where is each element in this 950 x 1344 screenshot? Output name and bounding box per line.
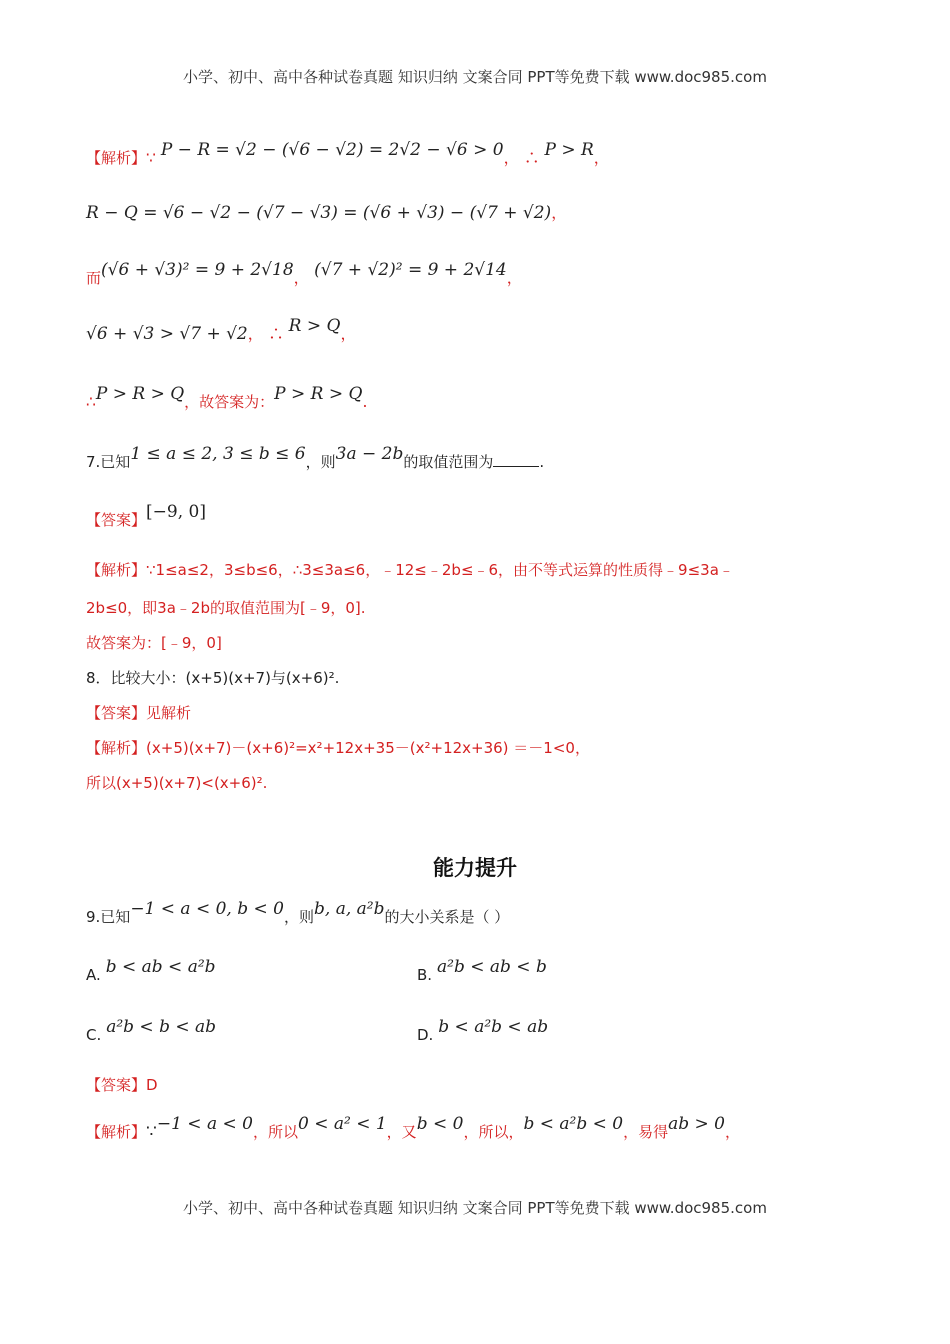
- math-expression: −1 < a < 0: [156, 1114, 253, 1134]
- option-d[interactable]: D. b < a²b < ab: [417, 1017, 549, 1044]
- sol6-line2: R − Q = √6 − √2 − (√7 − √3) = (√6 + √3) − (√7 + √2)，: [86, 203, 567, 223]
- option-a[interactable]: A. b < ab < a²b: [86, 957, 216, 984]
- math-expression: a²b < b < ab: [106, 1017, 217, 1037]
- math-expression: P > R > Q: [274, 384, 363, 404]
- q7-analysis-line1: 【解析】∵1≤a≤2，3≤b≤6，∴3≤3a≤6，﹣12≤﹣2b≤﹣6，由不等式运算的性质得﹣9≤3a﹣: [86, 561, 734, 579]
- math-expression: 3a − 2b: [335, 444, 404, 464]
- q8-analysis-line2: 所以(x+5)(x+7)<(x+6)².: [86, 774, 268, 792]
- analysis-label: 【解析】: [86, 739, 147, 757]
- math-expression: [−9, 0]: [146, 502, 206, 522]
- page-footer: 小学、初中、高中各种试卷真题 知识归纳 文案合同 PPT等免费下载 www.doc985.com: [183, 1199, 767, 1217]
- answer-label: 【答案】: [86, 704, 147, 722]
- sol6-line5: ∴P > R > Q，故答案为：P > R > Q.: [86, 384, 368, 411]
- analysis-label: 【解析】: [86, 149, 147, 167]
- q9-analysis: 【解析】∵−1 < a < 0，所以0 < a² < 1，又b < 0，所以，b < a²b < 0，易得ab > 0，: [86, 1114, 741, 1142]
- math-expression: b < ab < a²b: [105, 957, 216, 977]
- math-expression: −1 < a < 0, b < 0: [130, 899, 284, 919]
- math-expression: P > R: [544, 140, 594, 160]
- q9-stem: 9.已知−1 < a < 0, b < 0，则b, a, a²b的大小关系是（ ）: [86, 899, 510, 926]
- answer-blank: [493, 452, 539, 467]
- page-header: 小学、初中、高中各种试卷真题 知识归纳 文案合同 PPT等免费下载 www.doc985.com: [183, 68, 767, 86]
- option-b[interactable]: B. a²b < ab < b: [417, 957, 547, 984]
- analysis-label: 【解析】: [86, 561, 147, 579]
- math-expression: b < a²b < 0: [523, 1114, 624, 1134]
- q8-answer: 【答案】见解析: [86, 704, 192, 722]
- math-expression: (√7 + √2)² = 9 + 2√14: [314, 260, 507, 280]
- analysis-label: 【解析】: [86, 1123, 147, 1141]
- q9-answer: 【答案】D: [86, 1076, 158, 1094]
- q7-answer: [86, 502, 890, 532]
- option-c[interactable]: C. a²b < b < ab: [86, 1017, 217, 1044]
- math-expression: (√6 + √3)² = 9 + 2√18: [101, 260, 294, 280]
- q8-stem: 8．比较大小：(x+5)(x+7)与(x+6)².: [86, 669, 340, 687]
- sol6-line4: √6 + √3 > √7 + √2， ∴ R > Q，: [86, 316, 356, 344]
- q7-final-answer: 故答案为：[﹣9，0]: [86, 634, 222, 652]
- q8-analysis-line1: 【解析】(x+5)(x+7)－(x+6)²=x²+12x+35－(x²+12x+36) ＝－1<0，: [86, 739, 590, 757]
- math-expression: 0 < a² < 1: [297, 1114, 387, 1134]
- answer-label: 【答案】: [86, 511, 147, 529]
- math-expression: b < 0: [416, 1114, 464, 1134]
- section-title: 能力提升: [433, 856, 517, 880]
- math-expression: ab > 0: [668, 1114, 725, 1134]
- math-expression: √6 + √3 > √7 + √2: [86, 324, 248, 344]
- answer-label: 【答案】: [86, 1076, 147, 1094]
- q7-stem: 7.已知1 ≤ a ≤ 2, 3 ≤ b ≤ 6，则3a − 2b的取值范围为 .: [86, 444, 545, 471]
- math-expression: P − R = √2 − (√6 − √2) = 2√2 − √6 > 0: [160, 140, 504, 160]
- math-expression: 1 ≤ a ≤ 2, 3 ≤ b ≤ 6: [130, 444, 306, 464]
- sol6-line1: 【解析】∵ P − R = √2 − (√6 − √2) = 2√2 − √6 > 0， ∴ P > R，: [86, 140, 610, 167]
- sol6-line3: 而(√6 + √3)² = 9 + 2√18， (√7 + √2)² = 9 + 2√14，: [86, 260, 523, 287]
- math-expression: b < a²b < ab: [438, 1017, 549, 1037]
- q7-analysis-line2: 2b≤0，即3a﹣2b的取值范围为[﹣9，0].: [86, 599, 366, 617]
- math-expression: b, a, a²b: [314, 899, 385, 919]
- math-expression: R > Q: [288, 316, 341, 336]
- math-expression: P > R > Q: [95, 384, 185, 404]
- math-expression: R − Q = √6 − √2 − (√7 − √3) = (√6 + √3) − (√7 + √2): [86, 203, 552, 223]
- math-expression: a²b < ab < b: [437, 957, 547, 977]
